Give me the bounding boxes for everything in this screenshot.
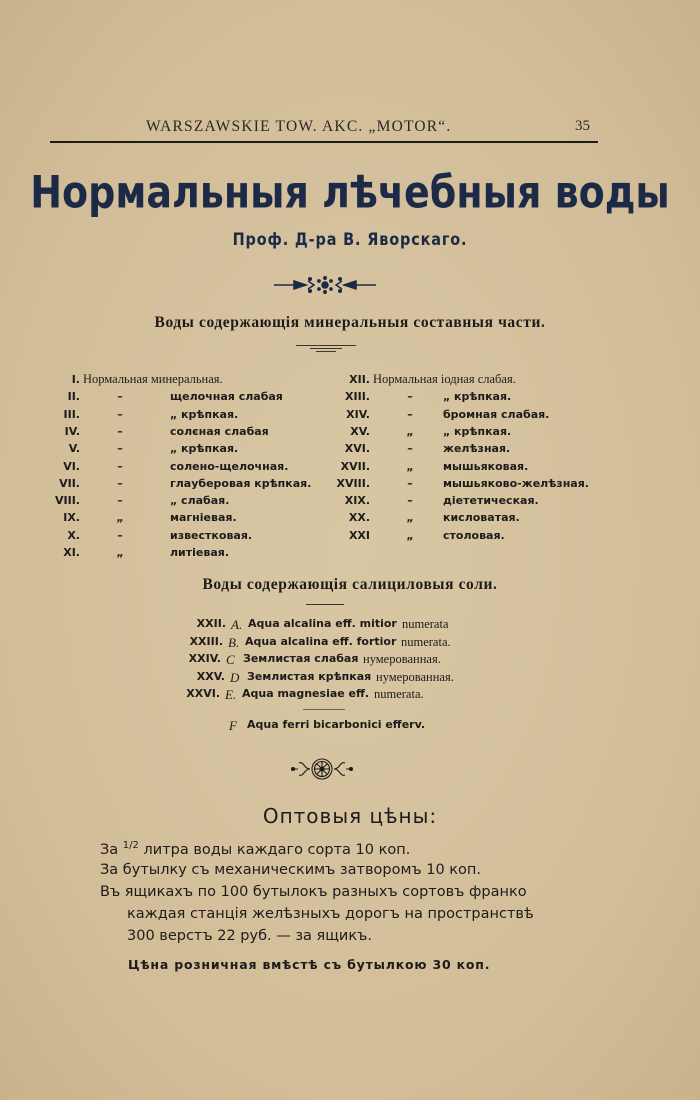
header-rule <box>50 141 598 143</box>
list-item <box>0 408 700 425</box>
item-name: дiететическая. <box>443 494 539 508</box>
ditto-mark: – <box>117 390 123 404</box>
ditto-mark: – <box>117 407 123 421</box>
list-item <box>0 529 700 546</box>
item-letter: F <box>229 718 237 733</box>
item-number: XIX. <box>344 494 370 508</box>
item-name: „ крѣпкая. <box>170 442 239 456</box>
item-bold-text: Aqua alcalina eff. mitior <box>248 617 397 630</box>
mineral-heading: Воды содержающія минеральныя составныя части. <box>154 314 546 331</box>
page-number: 35 <box>575 118 590 134</box>
item-letter: C <box>226 652 235 667</box>
author-line: Проф. Д-ра В. Яворскаго. <box>232 230 468 250</box>
divider <box>310 348 342 349</box>
item-number: XX. <box>348 511 370 525</box>
price-text: За <box>100 841 119 858</box>
fraction: 1/2 <box>122 840 139 851</box>
ditto-mark: „ <box>116 546 124 559</box>
item-name: Нормальная iодная слабая. <box>373 372 516 386</box>
item-name: мышьяковая. <box>443 459 529 473</box>
item-number: XXI <box>348 528 370 542</box>
item-name: солєная слабая <box>170 424 269 438</box>
item-name: „ крѣпкая. <box>443 424 512 438</box>
item-number: X. <box>67 528 80 542</box>
list-item <box>0 617 700 634</box>
item-number: VII. <box>59 476 80 490</box>
list-item <box>0 670 700 687</box>
list-item <box>0 652 700 669</box>
item-name: известковая. <box>170 528 253 542</box>
item-bold-text: Aqua magnesiae eff. <box>242 687 370 700</box>
list-item <box>0 460 700 477</box>
list-item <box>0 477 700 494</box>
item-number: XXVI. <box>186 687 220 700</box>
item-name: „ крѣпкая. <box>170 407 239 421</box>
item-bold-text: Aqua alcalina eff. fortior <box>245 634 397 648</box>
ditto-mark: – <box>407 407 413 421</box>
arrow-ornament-icon <box>270 276 380 294</box>
item-rest-text: numerata. <box>401 634 451 649</box>
salicyl-water-list <box>0 617 700 707</box>
ditto-mark: „ <box>116 511 124 525</box>
ditto-mark: – <box>407 390 413 404</box>
ditto-mark: – <box>117 424 123 438</box>
item-number: II. <box>67 390 80 404</box>
price-line <box>100 840 410 858</box>
ditto-mark: „ <box>406 528 414 542</box>
mineral-water-list <box>0 373 700 563</box>
item-number: XI. <box>63 546 80 559</box>
item-bold-text: Землистая крѣпкая <box>247 669 372 683</box>
item-bold-text: Землистая слабая <box>243 652 359 665</box>
item-number: XXIV. <box>188 652 221 665</box>
item-number: XIV. <box>346 407 370 421</box>
price-line: каждая станція желѣзныхъ дорогъ на пространствѣ <box>127 906 534 922</box>
salicyl-heading: Воды содержающія салициловыя соли. <box>202 576 498 593</box>
ditto-mark: „ <box>406 424 414 438</box>
item-name: „ слабая. <box>170 494 230 508</box>
item-number: VI. <box>63 459 80 473</box>
item-number: IV. <box>64 424 80 438</box>
item-number: IX. <box>63 511 80 525</box>
item-number: XXII. <box>196 617 226 630</box>
divider <box>303 709 345 710</box>
item-rest-text: numerata <box>402 617 449 631</box>
item-number: XVIII. <box>336 476 370 490</box>
ditto-mark: – <box>117 459 123 473</box>
list-item <box>0 546 700 563</box>
item-number: XII. <box>349 373 370 386</box>
item-name: магнiевая. <box>170 511 237 525</box>
ditto-mark: „ <box>406 511 414 525</box>
item-rest-text: numerata. <box>374 687 424 701</box>
item-number: XXIII. <box>189 634 223 648</box>
item-rest-text: нумерованная. <box>363 652 441 666</box>
divider <box>306 604 344 605</box>
ditto-mark: „ <box>406 459 414 473</box>
page-title: Нормальныя лѣчебныя воды <box>30 166 670 218</box>
price-line: За бутылку съ механическимъ затворомъ 10 коп. <box>100 862 482 878</box>
ditto-mark: – <box>117 494 123 508</box>
running-header <box>50 116 598 140</box>
price-line: Въ ящикахъ по 100 бутылокъ разныхъ сортовъ франко <box>100 884 527 900</box>
ditto-mark: – <box>117 476 123 490</box>
item-letter: D <box>230 669 240 685</box>
divider <box>316 351 336 352</box>
item-number: I. <box>71 373 80 386</box>
list-item <box>0 494 700 511</box>
wholesale-prices-heading: Оптовыя цѣны: <box>262 804 438 828</box>
item-number: VIII. <box>55 494 80 508</box>
list-item <box>0 442 700 459</box>
item-name: Нормальная минеральная. <box>83 372 223 386</box>
item-number: XV. <box>350 424 370 438</box>
list-item <box>0 425 700 442</box>
item-name: кисловатая. <box>443 511 520 525</box>
ditto-mark: – <box>407 476 413 490</box>
ditto-mark: – <box>407 442 413 456</box>
list-item <box>0 373 700 390</box>
item-number: III. <box>63 407 80 421</box>
ditto-mark: – <box>117 528 123 542</box>
list-item <box>0 687 700 704</box>
retail-price: Цѣна розничная вмѣстѣ съ бутылкою 30 коп. <box>128 957 491 972</box>
item-number: XXV. <box>196 669 225 683</box>
list-item <box>0 635 700 652</box>
ditto-mark: – <box>117 442 123 456</box>
item-rest-text: нумерованная. <box>376 669 454 684</box>
ditto-mark: – <box>407 494 413 508</box>
price-line: 300 верстъ 22 руб. — за ящикъ. <box>127 928 372 944</box>
item-number: XVI. <box>344 442 370 456</box>
running-title: WARSZAWSKIE TOW. AKC. „MOTOR“. <box>146 118 452 135</box>
item-letter: E. <box>225 687 237 702</box>
item-name: щелочная слабая <box>170 390 283 404</box>
rosette-ornament-icon <box>290 756 354 782</box>
extra-item <box>0 718 700 736</box>
price-text: литра воды каждаго сорта 10 коп. <box>143 841 411 858</box>
item-number: XIII. <box>345 390 370 404</box>
item-name: солено-щелочная. <box>170 459 289 473</box>
item-name: глауберовая крѣпкая. <box>170 476 312 490</box>
item-number: V. <box>68 442 80 456</box>
item-name: мышьяково-желѣзная. <box>443 476 589 490</box>
divider <box>296 345 356 346</box>
item-name: „ крѣпкая. <box>443 390 512 404</box>
item-text: Aqua ferri bicarbonici efferv. <box>247 718 426 731</box>
item-letter: B. <box>228 634 240 650</box>
item-number: XVII. <box>340 459 370 473</box>
item-name: бромная слабая. <box>443 407 550 421</box>
item-name: литiевая. <box>170 546 229 559</box>
item-letter: A. <box>231 617 243 632</box>
item-name: желѣзная. <box>443 442 511 456</box>
list-item <box>0 390 700 407</box>
list-item <box>0 511 700 528</box>
item-name: столовая. <box>443 528 505 542</box>
